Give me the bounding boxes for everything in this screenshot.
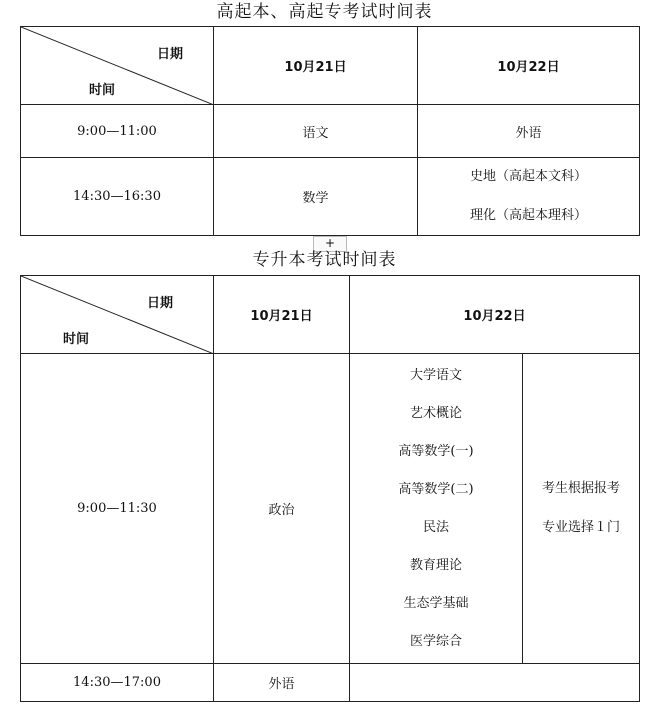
diagonal-line [21, 276, 214, 354]
table1-col-header-2: 10月22日 [418, 27, 640, 105]
table2-row1-note [523, 354, 640, 664]
corner-time-label: 时间 [89, 83, 116, 98]
table1-row2-day2 [418, 158, 640, 236]
subject-line: 理化（高起本理科） [469, 207, 587, 223]
table2-row2-time: 14:30—17:00 [21, 664, 214, 702]
subject-line: 高等数学(一) [398, 443, 474, 459]
subject-line: 教育理论 [409, 557, 462, 573]
table1-title: 高起本、高起专考试时间表 [216, 2, 433, 22]
subject-line: 生态学基础 [403, 595, 469, 611]
subject-line: 民法 [422, 519, 449, 535]
table1-row1-day1: 语文 [214, 105, 418, 158]
table1-row1-time: 9:00—11:00 [21, 105, 214, 158]
table2-corner-cell [21, 276, 214, 354]
table1-row1-day2: 外语 [418, 105, 640, 158]
table1-row2-day1: 数学 [214, 158, 418, 236]
subject-line: 大学语文 [409, 367, 462, 383]
note-line: 专业选择１门 [541, 519, 620, 535]
table-insert-handle[interactable]: + [313, 236, 347, 252]
subject-line: 史地（高起本文科） [469, 169, 587, 184]
corner-time-label: 时间 [63, 332, 90, 347]
table2-row1-day1: 政治 [214, 354, 350, 664]
table1-row2-time: 14:30—16:30 [21, 158, 214, 236]
corner-date-label: 日期 [156, 47, 183, 62]
table2-row2-day2 [350, 664, 640, 702]
table1-corner-cell [21, 27, 214, 105]
table2-row1-time: 9:00—11:30 [21, 354, 214, 664]
table1-col-header-1: 10月21日 [214, 27, 418, 105]
table2-col-header-1: 10月21日 [214, 276, 350, 354]
table2-schedule [20, 275, 640, 702]
table2-col-header-2: 10月22日 [350, 276, 640, 354]
diagonal-line [21, 27, 214, 105]
table2-row1-subjects [350, 354, 523, 664]
table2-row2-day1: 外语 [214, 664, 350, 702]
subject-line: 医学综合 [409, 633, 462, 649]
corner-date-label: 日期 [146, 296, 173, 311]
table2-title: 专升本考试时间表 [252, 250, 397, 270]
table1-schedule [20, 26, 640, 236]
subject-line: 高等数学(二) [398, 481, 474, 497]
subject-line: 艺术概论 [409, 405, 462, 421]
note-line: 考生根据报考 [541, 481, 620, 496]
